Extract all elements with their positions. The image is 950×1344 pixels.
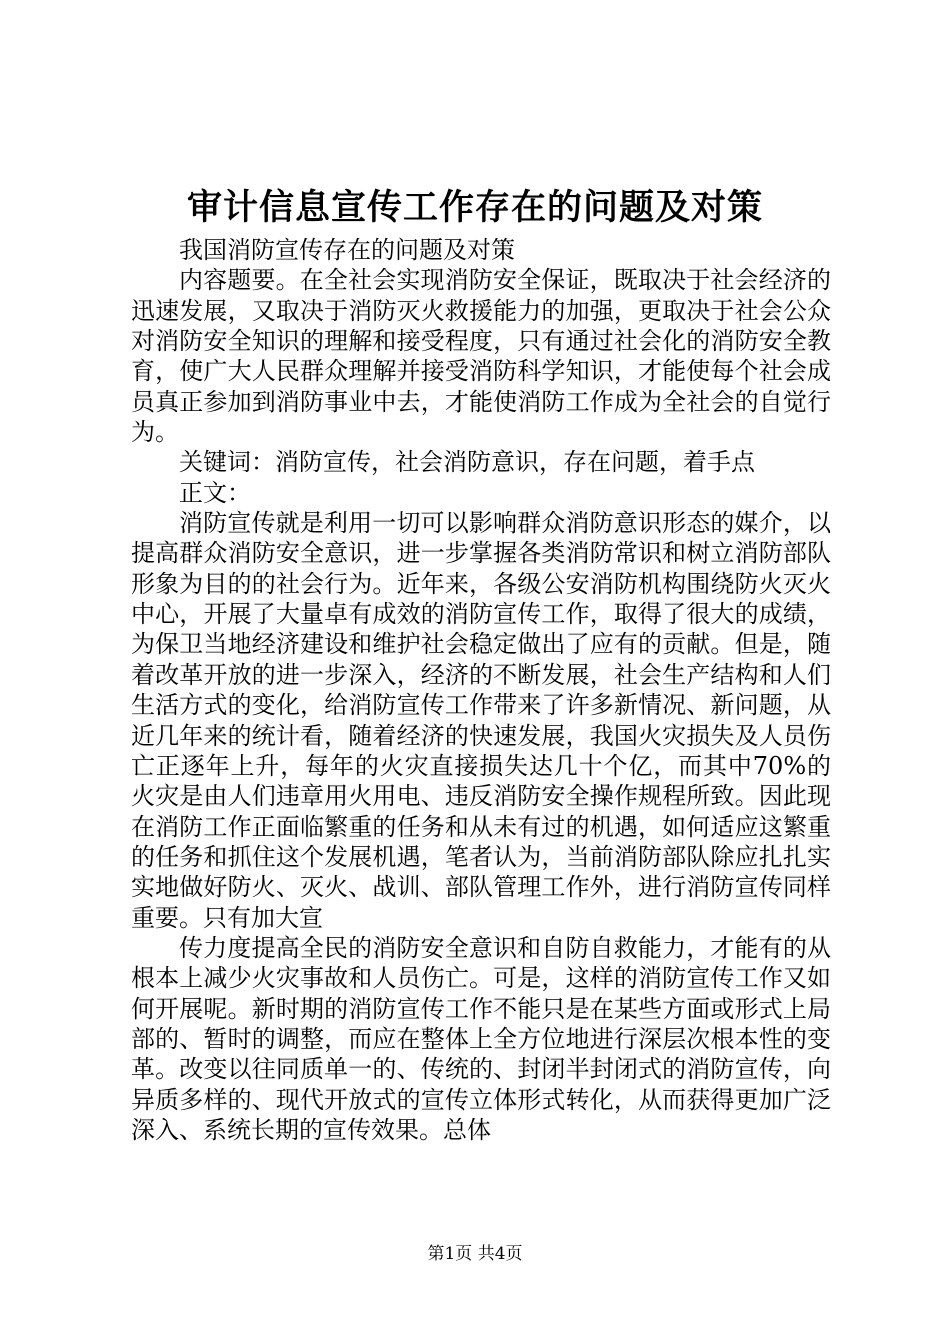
subtitle-paragraph: 我国消防宣传存在的问题及对策: [179, 236, 515, 264]
keywords-paragraph: 关键词：消防宣传，社会消防意识，存在问题，着手点: [179, 448, 755, 477]
document-body: [131, 235, 831, 1145]
page-number-footer: 第1页 共4页: [427, 1244, 523, 1264]
body-paragraph: 传力度提高全民的消防安全意识和自防自救能力，才能有的从根本上减少火灾事故和人员伤亡。可是，这样的消防宣传工作又如何开展呢。新时期的消防宣传工作不能只是在某些方面或形式上局部的、暂时的调整，而应在整体上全方位地进行深层次根本性的变革。改变以往同质单一的、传统的、封闭半封闭式的消防宣传，向异质多样的、现代开放式的宣传立体形式转化，从而获得更加广泛深入、系统长期的宣传效果。总体: [131, 933, 831, 1144]
body-paragraph: 消防宣传就是利用一切可以影响群众消防意识形态的媒介，以提高群众消防安全意识，进一步掌握各类消防常识和树立消防部队形象为目的的社会行为。近年来，各级公安消防机构围绕防火灭火中心，开展了大量卓有成效的消防宣传工作，取得了很大的成绩，为保卫当地经济建设和维护社会稳定做出了应有的贡献。但是，随着改革开放的进一步深入，经济的不断发展，社会生产结构和人们生活方式的变化，给消防宣传工作带来了许多新情况、新问题，从近几年来的统计看，随着经济的快速发展，我国火灾损失及人员伤亡正逐年上升，每年的火灾直接损失达几十个亿，而其中70%的火灾是由人们违章用火用电、违反消防安全操作规程所致。因此现在消防工作正面临繁重的任务和从未有过的机遇，如何适应这繁重的任务和抓住这个发展机遇，笔者认为，当前消防部队除应扎扎实实地做好防火、灭火、战训、部队管理工作外，进行消防宣传同样重要。只有加大宣: [131, 509, 831, 932]
document-title: 审计信息宣传工作存在的问题及对策: [186, 187, 763, 228]
abstract-paragraph: 内容题要。在全社会实现消防安全保证，既取决于社会经济的迅速发展，又取决于消防灭火救援能力的加强，更取决于社会公众对消防安全知识的理解和接受程度，只有通过社会化的消防安全教育，使广大人民群众理解并接受消防科学知识，才能使每个社会成员真正参加到消防事业中去，才能使消防工作成为全社会的自觉行为。: [131, 266, 831, 447]
body-heading: 正文：: [179, 478, 251, 507]
